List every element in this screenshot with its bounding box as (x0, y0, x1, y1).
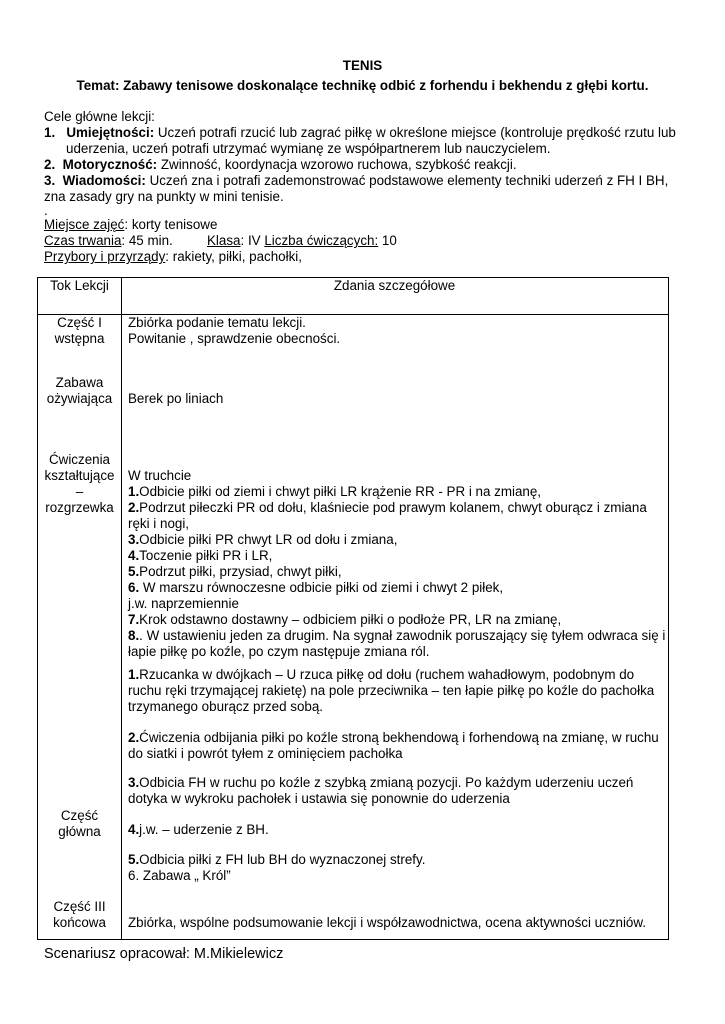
warmup-heading: W truchcie (128, 468, 192, 483)
section-2-line1: Zabawa (55, 375, 104, 390)
warmup-item-2 (128, 500, 668, 516)
main-exercise-1 (128, 667, 668, 715)
warmup-item-2-num: 2. (128, 500, 140, 515)
main-item-4-num: 4. (128, 822, 140, 837)
goal-1 (44, 125, 676, 141)
count-label: Liczba ćwiczących: (264, 233, 379, 248)
section-3-line4: rozgrzewka (45, 500, 114, 515)
warmup-item-1-text: Odbicie piłki od ziemi i chwyt piłki LR krążenie RR - PR i na zmianę, (139, 484, 542, 499)
equipment-value: : rakiety, piłki, pachołki, (165, 249, 302, 264)
section-1-text1: Zbiórka podanie tematu lekcji. (128, 315, 306, 330)
goal-1-num: 1. (44, 125, 56, 140)
main-exercise-5 (128, 852, 668, 884)
warmup-item-7 (128, 612, 668, 628)
goal-1-cont: uderzenia, uczeń potrafi utrzymać wymianę ze współpartnerem lub nauczycielem. (66, 141, 551, 156)
section-1-content (128, 315, 668, 347)
main-exercise-3 (128, 775, 668, 807)
place-row (44, 217, 217, 233)
warmup-item-3-text: Odbicie piłki PR chwyt LR od dołu i zmiana, (139, 532, 398, 547)
lesson-table (37, 277, 669, 940)
section-3-label (38, 452, 121, 516)
main-item-3-num: 3. (128, 775, 140, 790)
warmup-item-8 (128, 628, 668, 644)
main-item-3 (128, 775, 668, 791)
equipment-row (44, 249, 302, 265)
main-item-2-num: 2. (128, 730, 140, 745)
warmup-exercises (128, 468, 668, 660)
warmup-item-4 (128, 548, 668, 564)
main-item-6: 6. Zabawa „ Król” (128, 868, 231, 883)
section-2-line2: ożywiająca (46, 391, 113, 406)
section-3-line2: kształtujące (44, 468, 115, 483)
place-label: Miejsce zajęć (44, 217, 125, 232)
warmup-item-6 (128, 580, 668, 596)
equipment-label: Przybory i przyrządy (44, 249, 166, 264)
warmup-item-2-text: Podrzut piłeczki PR od dołu, klaśniecie pod prawym kolanem, chwyt oburącz i zmiana (139, 500, 647, 515)
place-value: : korty tenisowe (124, 217, 218, 232)
section-5-line2: końcowa (53, 915, 106, 930)
class-value: : IV (240, 233, 265, 248)
warmup-item-5-text: Podrzut piłki, przysiad, chwyt piłki, (139, 564, 342, 579)
section-2-text: Berek po liniach (128, 391, 224, 406)
warmup-item-7-text: Krok odstawno dostawny – odbiciem piłki o podłoże PR, LR na zmianę, (139, 612, 562, 627)
main-item-1-text: Rzucanka w dwójkach – U rzuca piłkę od dołu (ruchem wahadłowym, podobnym do (139, 667, 635, 682)
separator-dot: . (44, 203, 48, 218)
section-4-line2: główna (58, 824, 101, 839)
section-1-line2: wstępna (54, 331, 105, 346)
main-item-1 (128, 667, 668, 683)
section-2-label (38, 375, 121, 407)
lesson-topic: Temat: Zabawy tenisowe doskonalące technikę odbić z forhendu i bekhendu z głębi kortu. (76, 78, 649, 93)
goal-2-text: Zwinność, koordynacja wzorowo ruchowa, szybkość reakcji. (157, 157, 517, 172)
time-row (44, 233, 173, 249)
main-item-2-cont: do siatki i powrót tyłem z ominięciem pachołka (128, 746, 403, 761)
main-item-2 (128, 730, 668, 746)
time-value: : 45 min. (121, 233, 173, 248)
warmup-item-5 (128, 564, 668, 580)
warmup-item-1 (128, 484, 668, 500)
goal-3-label: Wiadomości: (62, 173, 146, 188)
section-3-line3: – (75, 484, 84, 499)
main-item-1-num: 1. (128, 667, 140, 682)
goal-1-text: Uczeń potrafi rzucić lub zagrać piłkę w określone miejsce (kontroluje prędkość rzutu lub (154, 125, 676, 140)
warmup-item-8-cont: łapie piłkę po koźle, po czym następuje zmiana ról. (128, 644, 430, 659)
warmup-item-5-num: 5. (128, 564, 140, 579)
main-item-1-cont1: ruchu ręki trzymającej rakietę) na pole przeciwnika – ten łapie piłkę po koźle do pachołka (128, 683, 655, 698)
warmup-item-7-num: 7. (128, 612, 140, 627)
doc-title: TENIS (342, 58, 383, 73)
goal-2 (44, 157, 517, 173)
main-item-4 (128, 822, 668, 838)
section-1-label (38, 315, 121, 347)
main-item-1-cont2: trzymanego oburącz przed sobą. (128, 699, 324, 714)
count-value: 10 (378, 233, 397, 248)
column-divider (121, 278, 122, 939)
col1-header: Tok Lekcji (50, 278, 109, 293)
main-item-4-text: j.w. – uderzenie z BH. (139, 822, 269, 837)
warmup-item-8-num: 8. (128, 628, 140, 643)
author-line: Scenariusz opracował: M.Mikielewicz (44, 946, 284, 962)
warmup-item-4-num: 4. (128, 548, 140, 563)
goal-1-label: Umiejętności: (66, 125, 155, 140)
goal-2-num: 2. (44, 157, 56, 172)
section-4-line1: Część (60, 808, 99, 823)
main-item-3-cont: dotyka w wykroku pachołek i ustawia się ponownie do uderzenia (128, 791, 510, 806)
goal-3-text: Uczeń zna i potrafi zademonstrować podstawowe elementy techniki uderzeń z FH I BH, (145, 173, 669, 188)
warmup-item-8-text: . W ustawieniu jeden za drugim. Na sygnał zawodnik poruszający się tyłem odwraca się i (139, 628, 666, 643)
main-item-5-num: 5. (128, 852, 140, 867)
goals-heading: Cele główne lekcji: (44, 109, 155, 124)
main-exercise-2 (128, 730, 668, 762)
section-3-line1: Ćwiczenia (48, 452, 111, 467)
main-item-2-text: Ćwiczenia odbijania piłki po koźle stroną bekhendową i forhendową na zmianę, w ruchu (139, 730, 659, 745)
warmup-item-4-text: Toczenie piłki PR i LR, (139, 548, 273, 563)
goal-3-cont: zna zasady gry na punkty w mini tenisie. (44, 189, 284, 204)
section-1-line1: Część I (57, 315, 102, 330)
warmup-item-6-cont: j.w. naprzemiennie (128, 596, 239, 611)
section-5-line1: Część III (53, 899, 106, 914)
goal-2-label: Motoryczność: (62, 157, 158, 172)
goal-3 (44, 173, 668, 189)
warmup-item-3 (128, 532, 668, 548)
time-label: Czas trwania (44, 233, 122, 248)
section-5-text: Zbiórka, wspólne podsumowanie lekcji i współzawodnictwa, ocena aktywności uczniów. (128, 915, 647, 930)
col2-header: Zdania szczegółowe (333, 278, 456, 293)
class-label: Klasa (207, 233, 241, 248)
warmup-item-6-num: 6. (128, 580, 140, 595)
section-1-text2: Powitanie , sprawdzenie obecności. (128, 331, 341, 346)
warmup-item-2-cont: ręki i nogi, (128, 516, 190, 531)
warmup-item-3-num: 3. (128, 532, 140, 547)
warmup-item-6-text: W marszu równoczesne odbicie piłki od ziemi i chwyt 2 piłek, (139, 580, 504, 595)
goal-3-num: 3. (44, 173, 56, 188)
section-5-label (38, 899, 121, 931)
section-4-label (38, 808, 121, 840)
main-item-3-text: Odbicia FH w ruchu po koźle z szybką zmianą pozycji. Po każdym uderzeniu uczeń (139, 775, 634, 790)
main-item-5-text: Odbicia piłki z FH lub BH do wyznaczonej strefy. (139, 852, 426, 867)
main-item-5 (128, 852, 668, 868)
warmup-item-1-num: 1. (128, 484, 140, 499)
class-row (207, 233, 397, 249)
